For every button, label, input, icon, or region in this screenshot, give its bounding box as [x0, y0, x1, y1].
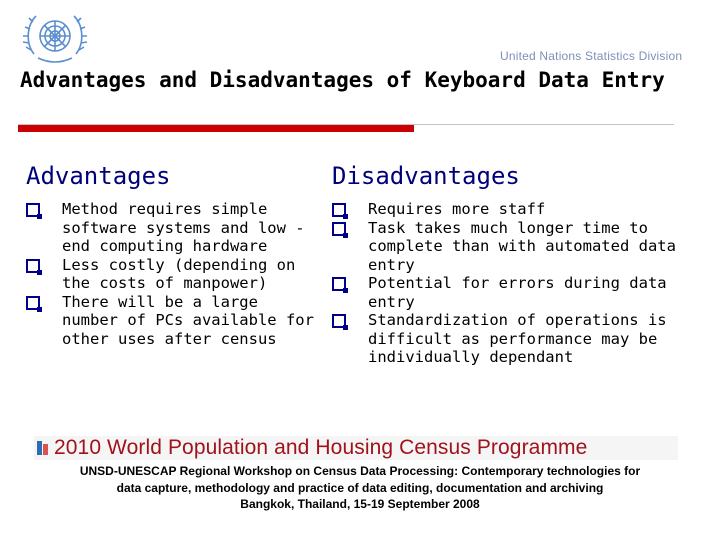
list-item	[332, 274, 682, 311]
list-item	[332, 311, 682, 367]
list-item-text: Standardization of operations is difficult as performance may be individually dependant	[368, 311, 667, 366]
list-item	[332, 219, 682, 275]
disadvantages-heading: Disadvantages	[332, 162, 520, 190]
list-item	[26, 200, 316, 256]
census-logo-icon	[36, 439, 50, 457]
advantages-heading: Advantages	[26, 162, 171, 190]
checkbox-bullet-icon	[26, 203, 40, 217]
checkbox-bullet-icon	[26, 296, 40, 310]
census-programme-banner	[34, 436, 678, 460]
un-emblem-icon	[20, 6, 90, 68]
list-item-text: Potential for errors during data entry	[368, 274, 667, 311]
list-item-text: There will be a large number of PCs available for other uses after census	[62, 292, 314, 348]
list-item-text: Requires more staff	[368, 200, 546, 218]
org-label: United Nations Statistics Division	[500, 49, 683, 63]
checkbox-bullet-icon	[26, 259, 40, 273]
footer-caption	[40, 463, 680, 513]
list-item	[26, 256, 316, 293]
advantages-list	[26, 200, 316, 348]
footer-line: UNSD-UNESCAP Regional Workshop on Census Data Processing: Contemporary technologies for	[79, 464, 641, 478]
list-item-text: Less costly (depending on the costs of manpower)	[62, 255, 296, 292]
list-item	[26, 293, 316, 349]
title-accent-bar	[18, 125, 414, 132]
banner-text: 2010 World Population and Housing Census Programme	[54, 436, 588, 459]
list-item-text: Method requires simple software systems and low -end computing hardware	[62, 200, 305, 255]
checkbox-bullet-icon	[332, 277, 346, 291]
list-item-text: Task takes much longer time to complete than with automated data entry	[368, 218, 676, 274]
disadvantages-column	[332, 160, 682, 367]
disadvantages-list	[332, 200, 682, 367]
slide-title: Advantages and Disadvantages of Keyboard Data Entry	[20, 68, 665, 92]
advantages-column	[26, 160, 316, 348]
footer-line: Bangkok, Thailand, 15-19 September 2008	[240, 497, 480, 511]
list-item	[332, 200, 682, 219]
footer-line: data capture, methodology and practice of data editing, documentation and archiving	[116, 480, 604, 495]
checkbox-bullet-icon	[332, 222, 346, 236]
checkbox-bullet-icon	[332, 314, 346, 328]
checkbox-bullet-icon	[332, 203, 346, 217]
